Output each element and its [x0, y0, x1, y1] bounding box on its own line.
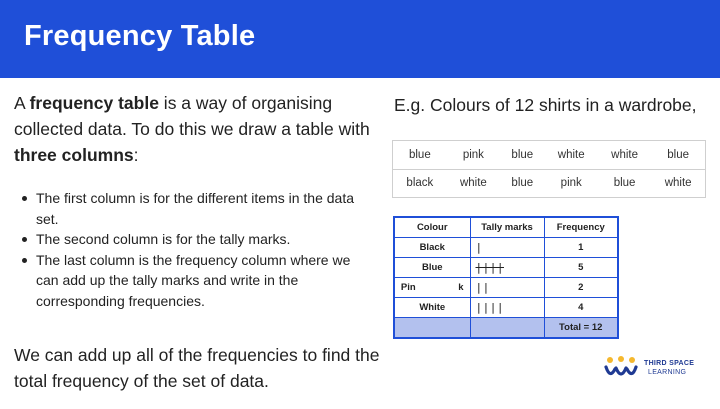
tally-cell — [470, 257, 544, 277]
logo-text-line1: THIRD SPACE — [644, 360, 695, 367]
tally-marks: |||| — [475, 260, 504, 274]
term-frequency-table: frequency table — [29, 93, 159, 113]
intro-text-3: : — [133, 145, 139, 165]
page-title: Frequency Table — [24, 20, 256, 52]
logo-icon — [604, 355, 638, 381]
table-cell: white — [557, 148, 585, 161]
intro-text-2: is a way of organising collected data. To do this we draw a table with — [14, 93, 370, 139]
summary-paragraph: We can add up all of the frequencies to find the total frequency of the set of data. — [14, 345, 380, 391]
tally-cell — [470, 237, 544, 257]
shirt-colours-table — [392, 140, 706, 198]
colour-cell: White — [394, 298, 470, 318]
bullet-item: The first column is for the different items in the data set. — [22, 188, 372, 229]
tally-cell — [470, 277, 544, 297]
table-cell: blue — [598, 169, 651, 198]
tally-cell — [470, 298, 544, 318]
total-cell: Total = 12 — [544, 318, 618, 338]
table-row — [393, 169, 706, 198]
tally-marks: | — [475, 240, 483, 254]
table-cell: blue — [500, 169, 545, 198]
bullet-item: The second column is for the tally marks. — [22, 229, 372, 250]
table-cell: white — [611, 148, 638, 161]
tally-marks: |||| — [475, 301, 504, 315]
column-header-colour: Colour — [394, 217, 470, 237]
frequency-cell: 1 — [544, 237, 618, 257]
table-cell: blue — [408, 148, 431, 161]
title-banner — [0, 0, 720, 78]
table-row — [393, 141, 706, 170]
table-cell: black — [393, 169, 447, 198]
table-row — [394, 257, 618, 277]
bullet-list — [22, 188, 372, 311]
table-header-row — [394, 217, 618, 237]
intro-text-1: A — [14, 93, 30, 113]
colour-cell: Black — [394, 237, 470, 257]
table-row — [394, 237, 618, 257]
column-header-tally: Tally marks — [470, 217, 544, 237]
table-cell: pink — [545, 169, 598, 198]
frequency-cell: 2 — [544, 277, 618, 297]
bullet-item: The last column is the frequency column where we can add up the tally marks and write in the corresponding frequencies. — [22, 250, 372, 312]
table-cell: blue — [511, 148, 534, 161]
colour-cell: Blue — [394, 257, 470, 277]
table-row — [394, 277, 618, 297]
table-cell: blue — [667, 148, 689, 161]
frequency-table — [393, 216, 619, 339]
term-three-columns: three columns — [14, 145, 134, 165]
table-cell: white — [651, 169, 705, 198]
frequency-cell: 4 — [544, 298, 618, 318]
table-cell: pink — [462, 148, 484, 161]
tally-marks: || — [475, 281, 490, 295]
logo-text-line2: LEARNING — [648, 369, 687, 376]
colour-cell: Pin k — [394, 277, 470, 297]
table-row — [394, 298, 618, 318]
column-header-frequency: Frequency — [544, 217, 618, 237]
example-caption: E.g. Colours of 12 shirts in a wardrobe, — [394, 95, 697, 115]
table-total-row — [394, 318, 618, 338]
empty-cell — [470, 318, 544, 338]
intro-paragraph — [14, 90, 374, 168]
table-cell: white — [447, 169, 500, 198]
third-space-learning-logo — [604, 355, 704, 381]
empty-cell — [394, 318, 470, 338]
frequency-cell: 5 — [544, 257, 618, 277]
